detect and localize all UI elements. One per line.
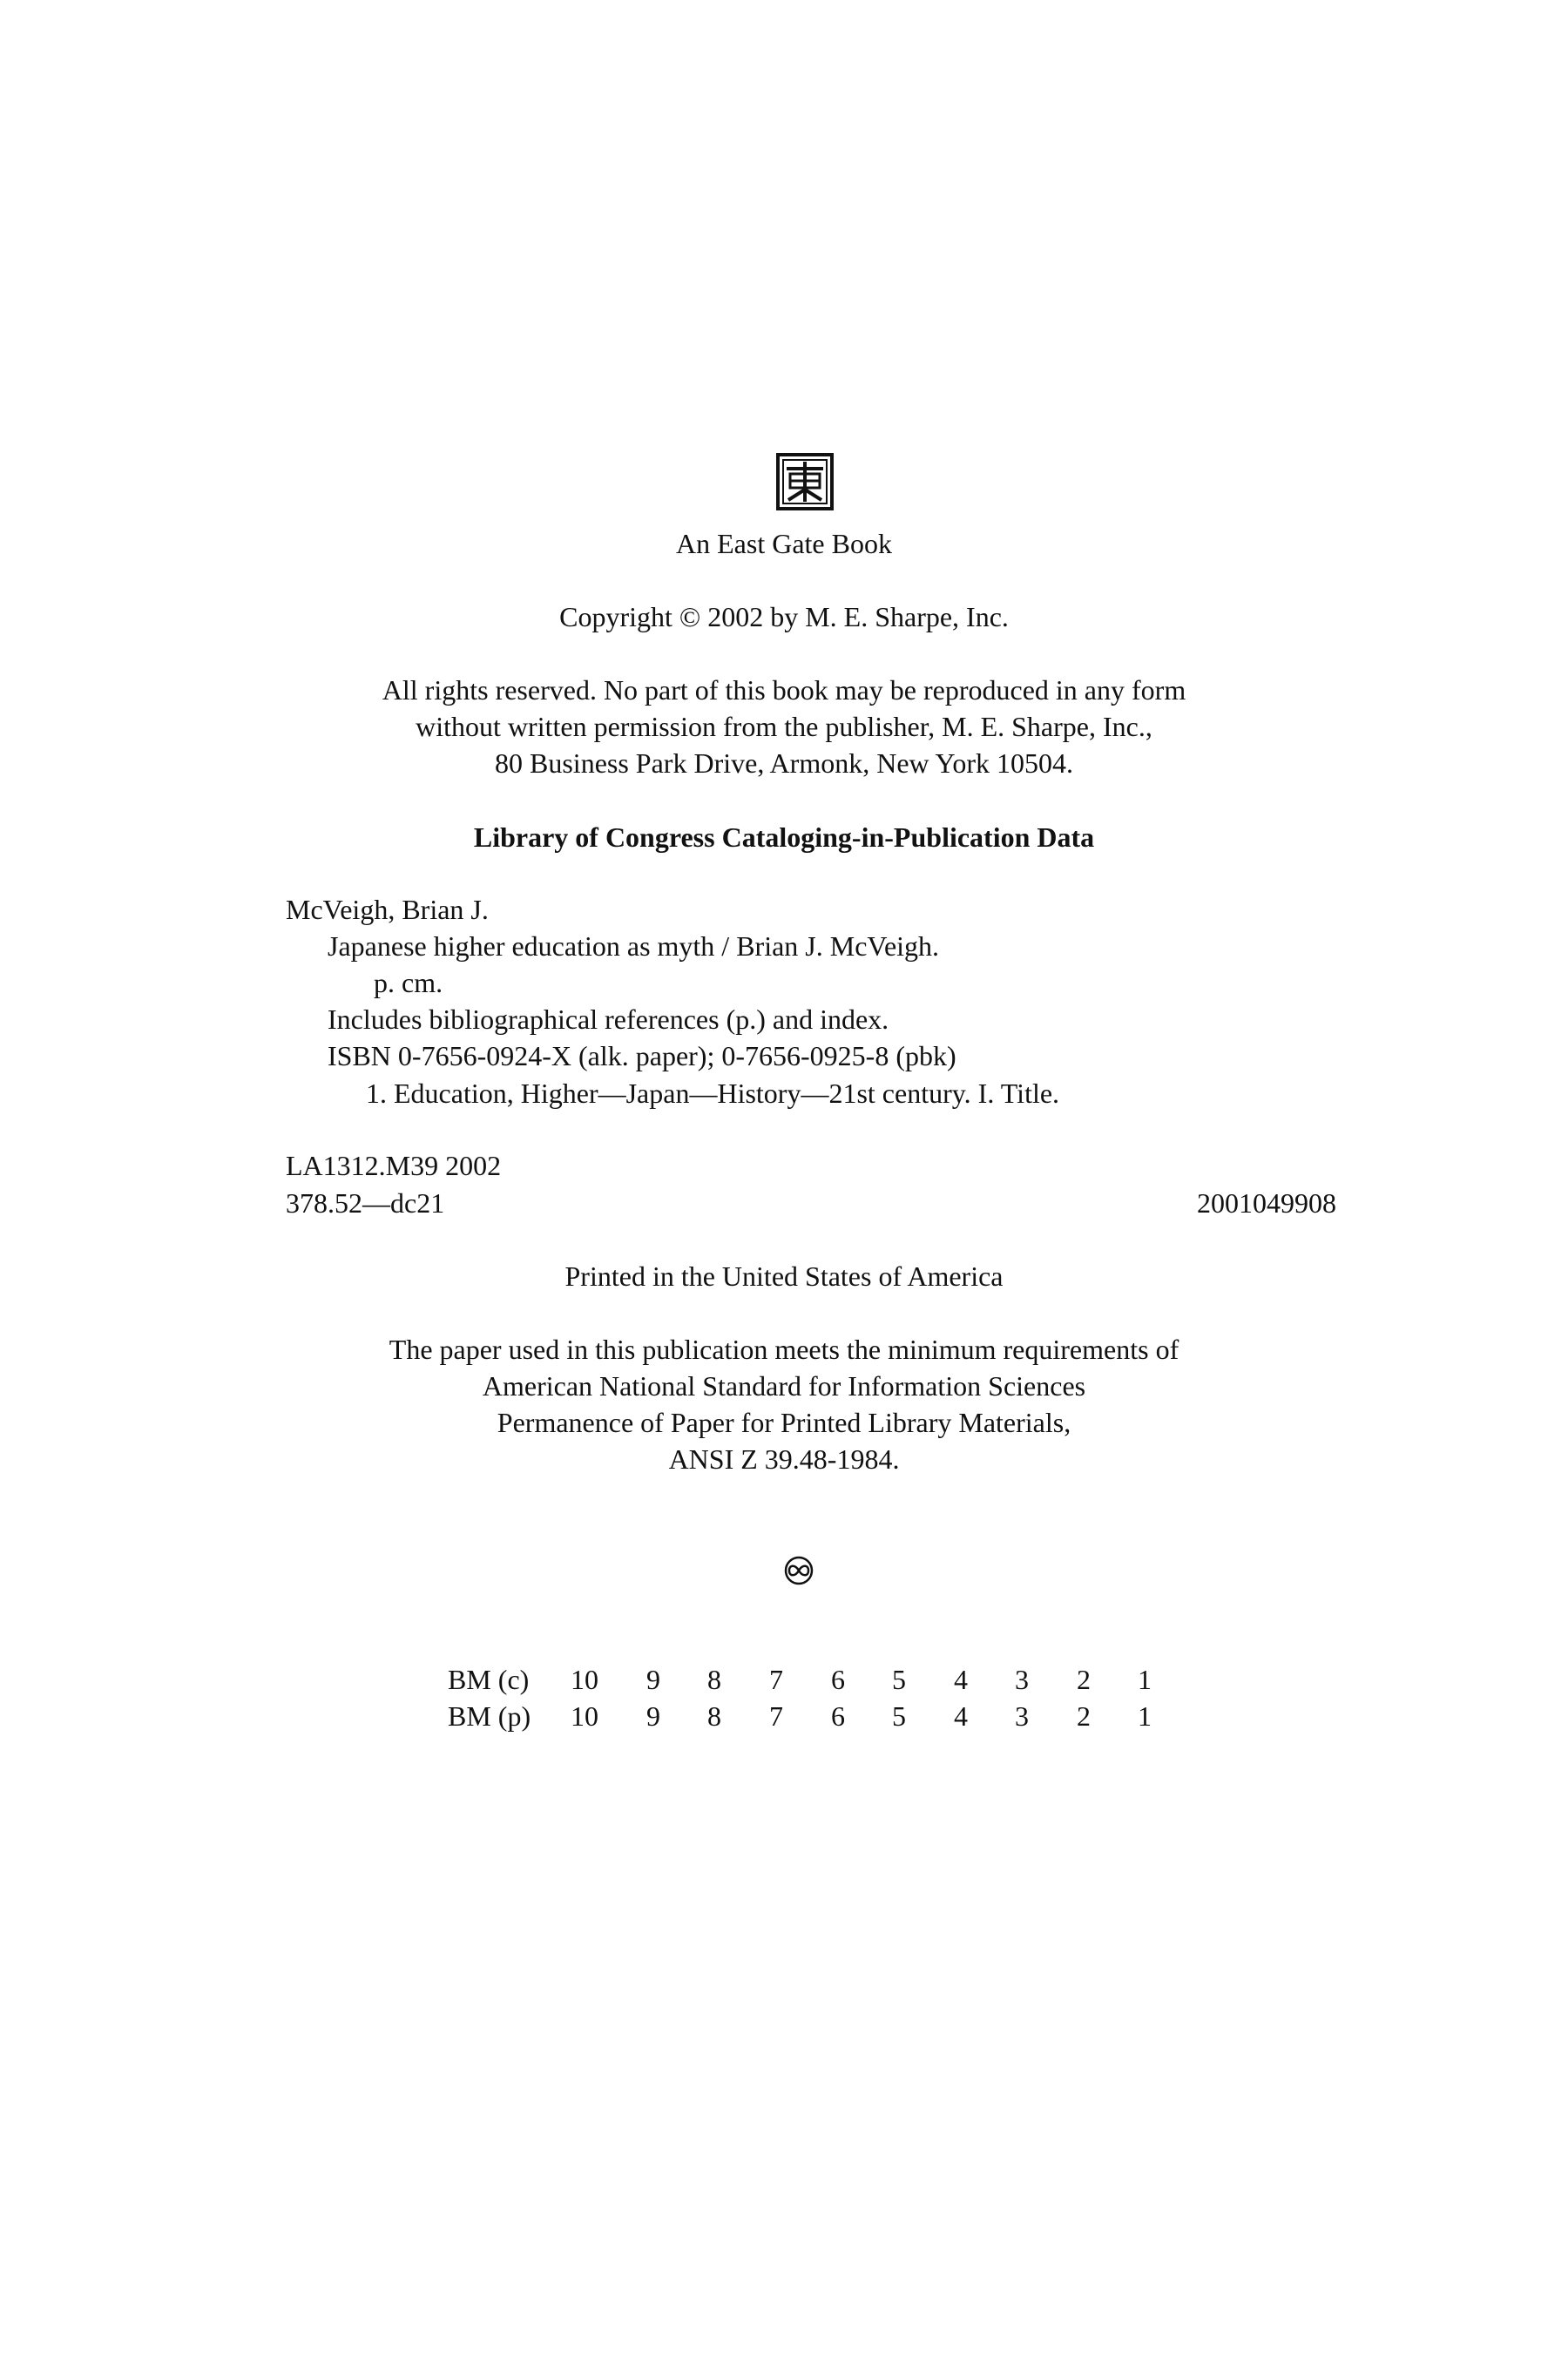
copyright-line: Copyright © 2002 by M. E. Sharpe, Inc. xyxy=(559,601,1009,632)
print-number: 5 xyxy=(892,1700,906,1732)
paper-notice-line-3: Permanence of Paper for Printed Library Materials, xyxy=(497,1407,1071,1438)
paper-notice-line-2: American National Standard for Information Sciences xyxy=(482,1370,1086,1402)
cip-heading: Library of Congress Cataloging-in-Publication Data xyxy=(473,821,1095,853)
rights-line-1: All rights reserved. No part of this book may be reproduced in any form xyxy=(382,674,1186,706)
print-number: 9 xyxy=(646,1664,660,1695)
print-number: 6 xyxy=(831,1664,845,1695)
print-number: 10 xyxy=(571,1664,598,1695)
print-number: 8 xyxy=(707,1664,721,1695)
cip-control-number: 2001049908 xyxy=(1197,1187,1336,1219)
print-number: 2 xyxy=(1077,1664,1091,1695)
print-number: 4 xyxy=(954,1664,968,1695)
print-line-label: BM (c) xyxy=(448,1664,530,1695)
print-number: 9 xyxy=(646,1700,660,1732)
print-number: 10 xyxy=(571,1700,598,1732)
print-line-cloth xyxy=(0,1661,1568,1698)
cip-author: McVeigh, Brian J. xyxy=(286,894,489,925)
print-number: 3 xyxy=(1015,1700,1029,1732)
print-number: 8 xyxy=(707,1700,721,1732)
series-name: An East Gate Book xyxy=(676,528,892,559)
print-number: 7 xyxy=(769,1700,783,1732)
print-number: 5 xyxy=(892,1664,906,1695)
printed-in: Printed in the United States of America xyxy=(564,1260,1004,1292)
print-number: 4 xyxy=(954,1700,968,1732)
rights-line-2: without written permission from the publisher, M. E. Sharpe, Inc., xyxy=(416,711,1152,742)
print-number: 3 xyxy=(1015,1664,1029,1695)
rights-line-3: 80 Business Park Drive, Armonk, New York 10504. xyxy=(495,747,1073,779)
cip-isbn: ISBN 0-7656-0924-X (alk. paper); 0-7656-0925-8 (pbk) xyxy=(328,1040,956,1071)
paper-notice-line-1: The paper used in this publication meets the minimum requirements of xyxy=(389,1334,1179,1365)
print-number: 1 xyxy=(1138,1700,1152,1732)
print-number: 6 xyxy=(831,1700,845,1732)
print-number: 1 xyxy=(1138,1664,1152,1695)
print-number: 7 xyxy=(769,1664,783,1695)
print-number: 2 xyxy=(1077,1700,1091,1732)
east-gate-logo xyxy=(776,453,834,510)
cip-lc-class: LA1312.M39 2002 xyxy=(286,1150,502,1181)
cip-dewey: 378.52—dc21 xyxy=(286,1187,445,1219)
cip-title: Japanese higher education as myth / Brian J. McVeigh. xyxy=(328,930,940,962)
print-line-paper xyxy=(0,1698,1568,1734)
cip-pages: p. cm. xyxy=(374,967,443,998)
cip-notes: Includes bibliographical references (p.) and index. xyxy=(328,1003,889,1035)
acid-free-paper-icon xyxy=(783,1555,814,1586)
print-line-label: BM (p) xyxy=(448,1700,531,1732)
cip-subjects: 1. Education, Higher—Japan—History—21st century. I. Title. xyxy=(366,1078,1060,1109)
paper-notice-line-4: ANSI Z 39.48-1984. xyxy=(668,1443,900,1475)
